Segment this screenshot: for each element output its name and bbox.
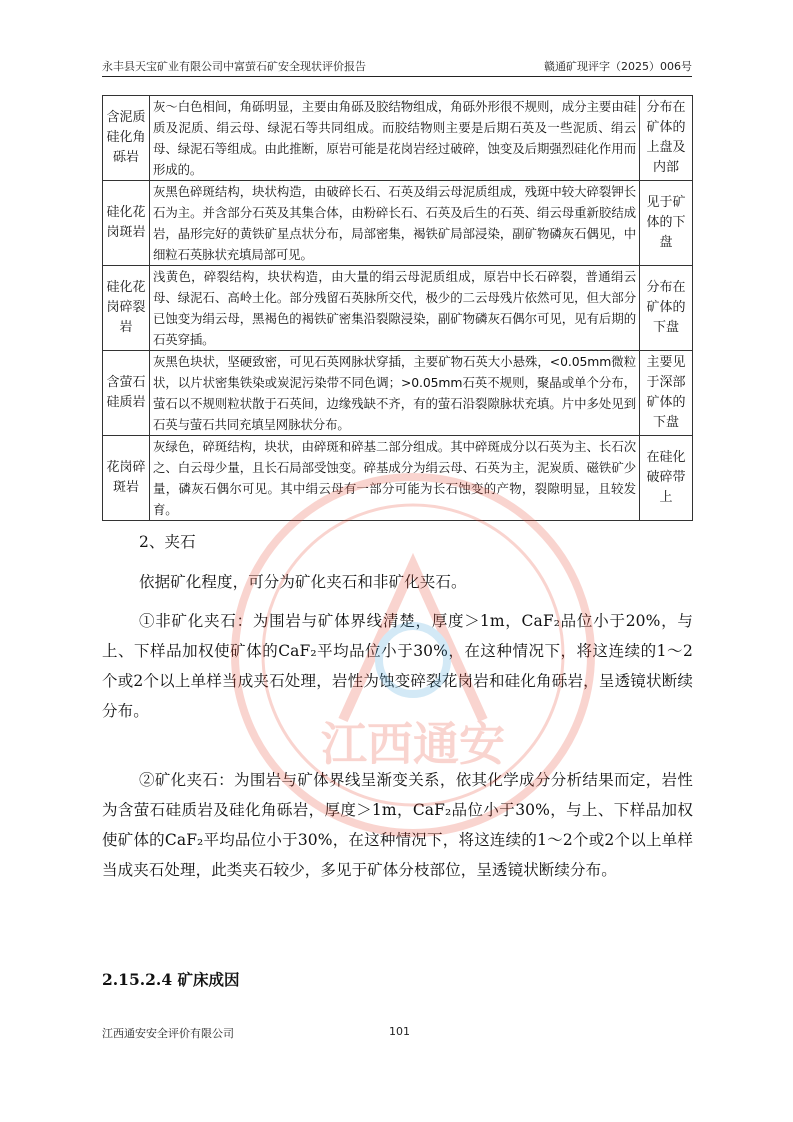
seal-text: 江西通安 [321,717,505,771]
header-doc-number: 赣通矿现评字（2025）006号 [544,60,692,73]
rock-name-cell: 含萤石硅质岩 [103,351,150,436]
rock-name-cell: 硅化花岗碎裂岩 [103,266,150,351]
rock-description-cell: 灰～白色相间，角砾明显，主要由角砾及胶结物组成，角砾外形很不规则，成分主要由硅质及泥质、绢云母、绿泥石等共同组成。而胶结物则主要是后期石英及一些泥质、绢云母、绿泥石等组成。由此推断，原岩可能是花岗岩经过破碎，蚀变及后期强烈硅化作用而形成的。 [150,96,640,181]
rock-location-cell: 见于矿体的下盘 [640,181,693,266]
table-row [103,351,693,436]
rock-description-table [102,95,693,521]
table-row [103,96,693,181]
rock-name-cell: 含泥质硅化角砾岩 [103,96,150,181]
paragraph-mineralized: ②矿化夹石：为围岩与矿体界线呈渐变关系，依其化学成分分析结果而定，岩性为含萤石硅质岩及硅化角砾岩，厚度＞1m，CaF₂品位小于30%，与上、下样品加权使矿体的CaF₂平均品位小于30%，在这种情况下，将这连续的1～2个或2个以上单样当成夹石处理，此类夹石较少，多见于矿体分枝部位，呈透镜状断续分布。 [102,771,693,879]
rock-description-cell: 灰绿色，碎斑结构，块状，由碎斑和碎基二部分组成。其中碎斑成分以石英为主、长石次之、白云母少量，且长石局部受蚀变。碎基成分为绢云母、石英为主，泥炭质、磁铁矿少量，磷灰石偶尔可见。其中绢云母有一部分可能为长石蚀变的产物，裂隙明显，且较发育。 [150,436,640,521]
page-number: 101 [389,1025,410,1038]
table-row [103,436,693,521]
paragraph-non-mineralized: ①非矿化夹石：为围岩与矿体界线清楚，厚度＞1m，CaF₂品位小于20%，与上、下样品加权使矿体的CaF₂平均品位小于30%，在这种情况下，将这连续的1～2个或2个以上单样当成夹石处理，岩性为蚀变碎裂花岗岩和硅化角砾岩，呈透镜状断续分布。 [102,612,693,720]
subsection-heading-interbeds: 2、夹石 [139,533,196,551]
section-title: 2.15.2.4 矿床成因 [102,970,240,989]
header-report-title: 永丰县天宝矿业有限公司中富萤石矿安全现状评价报告 [102,60,366,73]
page-header [102,58,692,76]
rock-location-cell: 在硅化破碎带上 [640,436,693,521]
rock-location-cell: 分布在矿体的上盘及内部 [640,96,693,181]
rock-description-cell: 浅黄色，碎裂结构，块状构造，由大量的绢云母泥质组成，原岩中长石碎裂，普通绢云母、绿泥石、高岭土化。部分残留石英脉所交代，极少的二云母残片依然可见，但大部分已蚀变为绢云母，黑褐色的褐铁矿密集沿裂隙浸染，副矿物磷灰石偶尔可见，见有后期的石英穿插。 [150,266,640,351]
rock-location-cell: 分布在矿体的下盘 [640,266,693,351]
rock-description-cell: 灰黑色块状，坚硬致密，可见石英网脉状穿插，主要矿物石英大小悬殊，<0.05mm微粒状，以片状密集铁染或炭泥污染带不同色调；>0.05mm石英不规则，聚晶或单个分布，萤石以不规则粒状散于石英间，边缘残缺不齐，有的萤石沿裂隙脉状充填。片中多处见到石英与萤石共同充填呈网脉状分布。 [150,351,640,436]
rock-description-cell: 灰黑色碎斑结构，块状构造，由破碎长石、石英及绢云母泥质组成，残斑中较大碎裂钾长石为主。并含部分石英及其集合体，由粉碎长石、石英及后生的石英、绢云母重新胶结成岩，晶形完好的黄铁矿星点状分布，局部密集，褐铁矿局部浸染，副矿物磷灰石偶见，中细粒石英脉状充填局部可见。 [150,181,640,266]
rock-name-cell: 花岗碎斑岩 [103,436,150,521]
page-footer [102,1025,692,1043]
table-row [103,181,693,266]
rock-location-cell: 主要见于深部矿体的下盘 [640,351,693,436]
table-row [103,266,693,351]
header-rule [102,76,692,77]
footer-company: 江西通安安全评价有限公司 [102,1027,234,1040]
rock-name-cell: 硅化花岗斑岩 [103,181,150,266]
paragraph-intro: 依据矿化程度，可分为矿化夹石和非矿化夹石。 [139,573,467,591]
